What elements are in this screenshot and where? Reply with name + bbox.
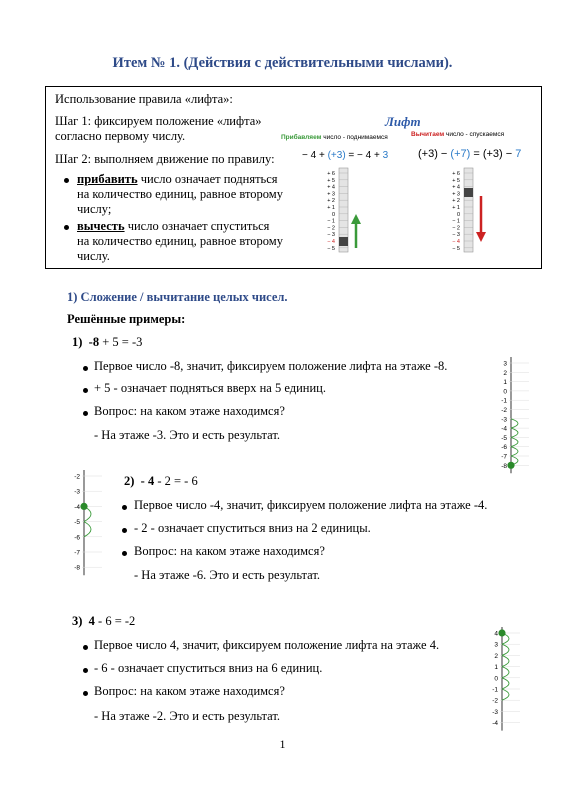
tick-label: 2 (503, 369, 507, 377)
tick-label: -7 (501, 453, 507, 461)
example-num: 2) (124, 474, 135, 488)
tick-label: -2 (492, 697, 498, 705)
tick-label: -6 (74, 534, 80, 542)
example-1-number-line (493, 355, 533, 475)
example-rest: - 6 = -2 (94, 614, 136, 628)
eq-part: = − 4 + (345, 150, 383, 161)
example-2-heading (124, 474, 198, 489)
hop-arc (502, 655, 509, 666)
tick-label: -5 (74, 519, 80, 527)
bullet-dot (83, 411, 88, 416)
bullet-dot (83, 366, 88, 371)
example-3-line-1: Первое число 4, значит, фиксируем положение лифта на этаже 4. (94, 638, 440, 652)
lift-floor-label: − 5 (327, 245, 335, 252)
down-arrow-icon (476, 232, 486, 242)
example-2-line-1: Первое число -4, значит, фиксируем положение лифта на этаже -4. (134, 498, 488, 512)
tick-label: -5 (501, 434, 507, 442)
eq-part: 7 (515, 148, 522, 160)
lift-floor-label: − 3 (327, 232, 335, 239)
hop-arc (511, 437, 518, 446)
example-1-heading (72, 335, 142, 350)
lift-sub-diagram (440, 166, 490, 256)
example-first-number: -8 (88, 335, 100, 349)
tick-label: -3 (74, 488, 80, 496)
lift-floor-label: − 1 (327, 218, 335, 225)
example-1-line-3: Вопрос: на каком этаже находимся? (94, 404, 285, 418)
lift-floor-label: − 1 (452, 218, 460, 225)
hop-arc (502, 678, 509, 689)
lift-sub-equation (418, 148, 521, 160)
tick-label: -4 (501, 425, 507, 433)
rule-add-word: прибавить (77, 172, 138, 186)
eq-part: = (+3) − (470, 148, 516, 160)
bullet-dot (64, 225, 69, 230)
lift-floor-label: − 2 (452, 225, 460, 232)
rule-sub-line2: на количество единиц, равное второму (77, 234, 283, 248)
hop-arc (502, 667, 509, 678)
lift-floor-label: + 1 (327, 205, 335, 211)
example-num: 3) (72, 614, 83, 628)
lift-sub-rest: число - спускаемся (444, 131, 505, 138)
lift-sub-caption (411, 131, 504, 138)
lift-floor-label: + 3 (452, 191, 460, 198)
bullet-dot (83, 668, 88, 673)
bullet-dot (64, 178, 69, 183)
eq-part: − (437, 148, 451, 160)
lift-sub-word: Вычитаем (411, 131, 445, 138)
example-3-number-line (484, 625, 529, 737)
eq-part: (+3) (327, 150, 346, 161)
rule-step2: Шаг 2: выполняем движение по правилу: (55, 152, 275, 166)
example-3-heading (72, 614, 135, 629)
example-3-line-2: - 6 - означает спуститься вниз на 6 единиц. (94, 661, 323, 675)
example-2-number-line (66, 468, 106, 578)
page-number: 1 (279, 737, 286, 751)
page-title: Итем № 1. (Действия с действительными числами). (112, 55, 453, 71)
bullet-dot (122, 528, 127, 533)
tick-label: -2 (74, 473, 80, 481)
tick-label: -1 (492, 686, 498, 694)
bullet-dot (83, 645, 88, 650)
rule-step1-b: согласно первому числу. (55, 129, 186, 143)
example-1-line-4: - На этаже -3. Это и есть результат. (94, 428, 281, 442)
lift-floor-label: − 3 (452, 232, 460, 239)
solved-heading: Решённые примеры: (67, 312, 186, 326)
example-rest: + 5 = -3 (99, 335, 143, 349)
lift-floor-label: − 5 (452, 245, 460, 252)
tick-label: 3 (503, 360, 507, 368)
example-2-line-2: - 2 - означает спуститься вниз на 2 единицы. (134, 521, 371, 535)
lift-title: Лифт (385, 114, 421, 129)
tick-label: 2 (494, 652, 498, 660)
tick-label: 1 (494, 664, 498, 672)
bullet-dot (83, 388, 88, 393)
tick-label: 0 (494, 675, 498, 683)
eq-part: 3 (382, 150, 389, 161)
tick-label: 0 (503, 388, 507, 396)
example-3-line-3: Вопрос: на каком этаже находимся? (94, 684, 285, 698)
bullet-dot (83, 691, 88, 696)
up-arrow-icon (351, 214, 361, 224)
hop-arc (502, 644, 509, 655)
lift-floor-label: + 1 (452, 205, 460, 211)
example-2-line-4: - На этаже -6. Это и есть результат. (134, 568, 321, 582)
example-first-number: - 4 (140, 474, 155, 488)
lift-floor-label: + 2 (452, 198, 460, 205)
example-2-line-3: Вопрос: на каком этаже находимся? (134, 544, 325, 558)
tick-label: -7 (74, 549, 80, 557)
bullet-dot (122, 505, 127, 510)
rule-step1-a: Шаг 1: фиксируем положение «лифта» (55, 114, 262, 128)
lift-floor-label: 0 (331, 211, 335, 218)
eq-part: + (316, 150, 328, 161)
tick-label: -4 (74, 503, 80, 511)
lift-add-word: Прибавляем (281, 134, 322, 141)
tick-label: -4 (492, 720, 498, 728)
start-marker (507, 462, 514, 469)
hop-arc (511, 447, 518, 456)
tick-label: -8 (74, 564, 80, 572)
rule-sub-word: вычесть (77, 219, 125, 233)
example-3-line-4: - На этаже -2. Это и есть результат. (94, 709, 281, 723)
lift-floor-label: + 6 (452, 171, 460, 177)
lift-floor-label: + 3 (327, 191, 335, 198)
tick-label: -2 (501, 407, 507, 414)
example-rest: - 2 = - 6 (154, 474, 198, 488)
hop-arc (502, 689, 509, 700)
lift-floor-label: + 6 (327, 171, 335, 177)
example-first-number: 4 (88, 614, 95, 628)
lift-add-caption (281, 134, 388, 141)
start-marker (80, 503, 87, 510)
eq-part: (+7) (450, 148, 471, 160)
lift-floor-label: − 4 (452, 239, 460, 245)
lift-add-equation (302, 150, 388, 161)
rule-bullet-sub (77, 219, 292, 234)
eq-part: (+3) (418, 148, 438, 160)
bullet-dot (122, 551, 127, 556)
lift-floor-label: + 5 (452, 177, 460, 184)
hop-arc (511, 428, 518, 437)
example-1-line-1: Первое число -8, значит, фиксируем положение лифта на этаже -8. (94, 359, 448, 373)
tick-label: 3 (494, 641, 498, 649)
lift-floor-label: + 5 (327, 177, 335, 184)
lift-floor-label: − 4 (327, 239, 335, 245)
lift-floor-label: + 4 (452, 184, 460, 191)
rule-bullet-add (77, 172, 292, 187)
lift-shaft (464, 168, 473, 252)
eq-part: − 4 (302, 150, 317, 161)
tick-label: 1 (503, 379, 507, 387)
lift-cabin (339, 237, 348, 246)
tick-label: -3 (492, 708, 498, 716)
lift-floor-label: + 4 (327, 184, 335, 191)
rule-sub-line3: числу. (77, 249, 110, 263)
lift-add-rest: число - поднимаемся (321, 134, 388, 141)
example-1-line-2: + 5 - означает подняться вверх на 5 единиц. (94, 381, 326, 395)
rule-add-line3: числу; (77, 202, 112, 216)
start-marker (498, 629, 505, 636)
example-num: 1) (72, 335, 83, 349)
tick-label: -1 (501, 397, 507, 405)
lift-floor-label: − 2 (327, 225, 335, 232)
lift-floor-label: 0 (456, 211, 460, 218)
rule-sub-rest: число означает спуститься (124, 219, 270, 233)
lift-add-diagram (315, 166, 365, 256)
tick-label: -3 (501, 416, 507, 424)
rule-intro: Использование правила «лифта»: (55, 92, 233, 106)
tick-label: -6 (501, 444, 507, 452)
lift-floor-label: + 2 (327, 198, 335, 205)
rule-add-rest: число означает подняться (137, 172, 278, 186)
hop-arc (84, 522, 91, 537)
section-heading: 1) Сложение / вычитание целых чисел. (67, 290, 288, 304)
tick-label: -8 (501, 462, 507, 470)
rule-add-line2: на количество единиц, равное второму (77, 187, 283, 201)
hop-arc (511, 419, 518, 428)
tick-label: 4 (494, 630, 498, 638)
lift-cabin (464, 188, 473, 197)
